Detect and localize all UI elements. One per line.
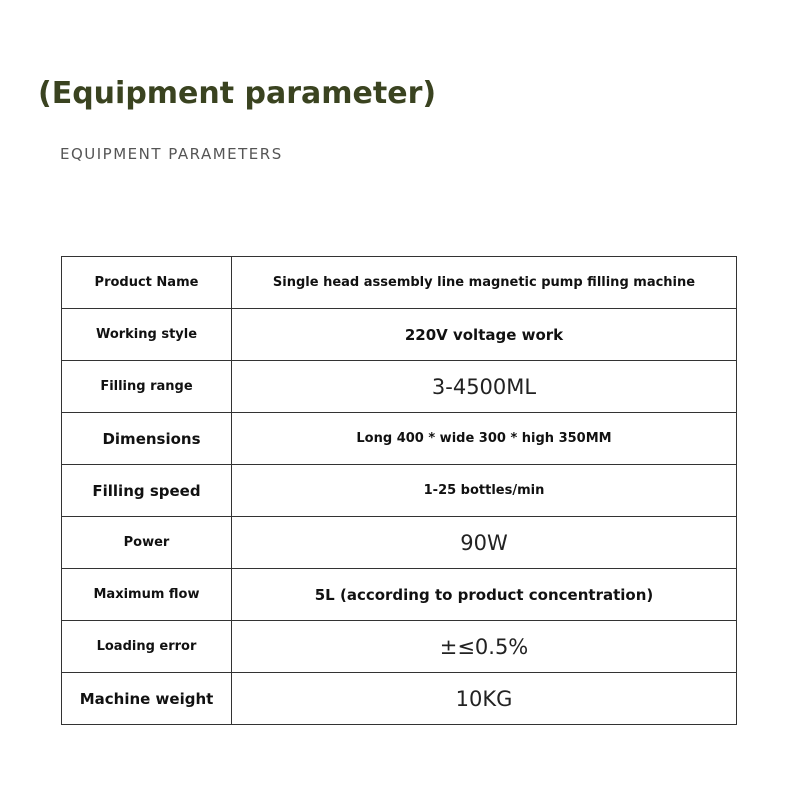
- param-value: ±≤0.5%: [232, 621, 737, 673]
- param-value: 3-4500ML: [232, 361, 737, 413]
- param-label: Filling range: [62, 361, 232, 413]
- param-label: Product Name: [62, 257, 232, 309]
- table-row-filling-range: [62, 361, 737, 413]
- param-label: Maximum flow: [62, 569, 232, 621]
- table-row-machine-weight: [62, 673, 737, 725]
- page-title: (Equipment parameter): [38, 76, 437, 111]
- param-value: 220V voltage work: [232, 309, 737, 361]
- table-row-filling-speed: [62, 465, 737, 517]
- param-label: Filling speed: [62, 465, 232, 517]
- table-row-dimensions: [62, 413, 737, 465]
- param-value: Single head assembly line magnetic pump filling machine: [232, 257, 737, 309]
- table-row-product-name: [62, 257, 737, 309]
- param-value: 1-25 bottles/min: [232, 465, 737, 517]
- param-label: Working style: [62, 309, 232, 361]
- param-value: 10KG: [232, 673, 737, 725]
- table-row-loading-error: [62, 621, 737, 673]
- param-label: Power: [62, 517, 232, 569]
- param-value: 90W: [232, 517, 737, 569]
- table-row-maximum-flow: [62, 569, 737, 621]
- param-value: Long 400 * wide 300 * high 350MM: [232, 413, 737, 465]
- page-subtitle: EQUIPMENT PARAMETERS: [60, 145, 283, 163]
- table-row-power: [62, 517, 737, 569]
- param-label: Loading error: [62, 621, 232, 673]
- param-value: 5L (according to product concentration): [232, 569, 737, 621]
- parameters-table: [61, 256, 737, 725]
- table-row-working-style: [62, 309, 737, 361]
- param-label: Machine weight: [62, 673, 232, 725]
- param-label: Dimensions: [62, 413, 232, 465]
